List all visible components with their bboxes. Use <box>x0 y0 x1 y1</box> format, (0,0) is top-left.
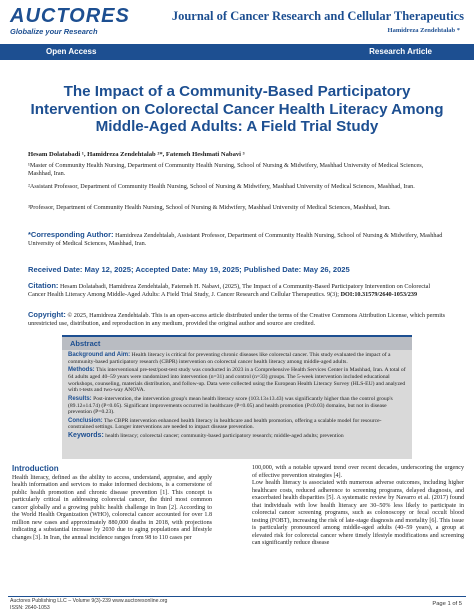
article-title: The Impact of a Community-Based Participatory Intervention on Colorectal Cancer Health Literacy Among Middle-Aged Adults: A Field Trial Study <box>30 83 444 135</box>
citation-label: Citation: <box>28 281 59 290</box>
methods-text: This interventional pre-test/post-test study was conducted in 2023 in a Comprehensive Health Services Center in Mashhad, Iran. A total of 64 adults aged 40–59 years were randomized into intervention (n=31) and control (n=33) groups. The 5-week intervention included educational workshops, counseling, materials distribution, and follow-up. Data were collected using the European Health Literacy Survey (HLS-EU) and analyzed with t-tests and two-way ANOVA. <box>68 367 406 394</box>
body-paragraph-right: 100,000, with a notable upward trend over recent decades, underscoring the urgency of effective prevention strategies [4]. Low health literacy is associated with numerous adverse outcomes, including higher healthcare costs, reduced adherence to screening programs, delayed diagnosis, and exacerbated health disparities [5]. A systematic review by Navarro et al. (2017) found that individuals with low health literacy are 30–50% less likely to participate in colorectal cancer screening programs, such as colonoscopy or fecal occult blood testing (FOBT), increasing the risk of late-stage diagnosis and mortality [6]. This issue is particularly pronounced among middle-aged adults (40–59 years), a group at elevated risk for colorectal cancer where timely lifestyle modifications and screening can significantly reduce disease <box>252 465 464 546</box>
conclusion-text: The CBPR intervention enhanced health literacy in healthcare and health promotion, offering a scalable model for resource-constrained settings. Longer interventions are needed to impact disease prevention. <box>68 417 382 431</box>
article-dates: Received Date: May 12, 2025; Accepted Date: May 19, 2025; Published Date: May 26, 2025 <box>28 265 350 274</box>
abstract-conclusion <box>68 418 406 432</box>
article-type-badge: Research Article <box>369 47 432 56</box>
abstract-methods <box>68 367 406 394</box>
abstract-results <box>68 396 406 416</box>
introduction-paragraph: Health literacy, defined as the ability to access, understand, appraise, and apply health information and services to make informed decisions, is a cornerstone of public health promotion and chronic disease prevention [1]. This concept is particularly critical in addressing colorectal cancer, the third most common cancer globally and a growing public health challenge in Iran [2]. According to the World Health Organization (WHO), colorectal cancer accounted for over 1.8 million new cases and approximately 880,000 deaths in 2018, with projections indicating a substantial increase by 2030 due to aging populations and lifestyle changes [3]. In Iran, the annual incidence ranges from 98 to 110 cases per <box>12 474 212 541</box>
keywords-label: Keywords: <box>68 431 104 439</box>
logo-text: AUCTORES <box>10 5 130 27</box>
corresponding-label: *Corresponding Author: <box>28 230 114 239</box>
footer-divider <box>8 596 466 597</box>
journal-title: Journal of Cancer Research and Cellular Therapeutics <box>171 9 464 23</box>
footer-publisher <box>10 598 167 611</box>
citation-block <box>28 282 448 298</box>
logo-tagline: Globalize your Research <box>10 27 98 36</box>
keywords-text: health literacy; colorectal cancer; community-based participatory research; middle-aged adults; prevention <box>105 432 344 439</box>
affiliation-1: ¹Master of Community Health Nursing, Department of Community Health Nursing, School of Nursing & Midwifery, Mashhad University of Medical Sciences, Mashhad, Iran. <box>28 162 424 177</box>
corresponding-text: Hamidreza Zendehtalab, Assistant Professor, Department of Community Health Nursing, School of Nursing & Midwifery, Mashhad University of Medical Sciences, Mashhad, Iran. <box>28 232 443 247</box>
background-text: Health literacy is critical for preventing chronic diseases like colorectal cancer. This study evaluated the impact of a community-based participatory research (CBPR) intervention on colorectal cancer health literacy among middle-aged adults. <box>68 352 391 365</box>
running-author: Hamidreza Zendehtalab * <box>387 27 460 34</box>
corresponding-author <box>28 231 448 248</box>
copyright-text: © 2025, Hamidreza Zendehtalab. This is an open-access article distributed under the terms of the Creative Commons Attribution License, which permits unrestricted use, distribution, and reproduction in any medium, provided the original author and source are credited. <box>28 312 446 327</box>
copyright-block <box>28 311 448 327</box>
results-text: Post-intervention, the intervention group's mean health literacy score (103.13±13.43) was significantly higher than the control group's (89.12±14.74) (P<0.05). Significant improvements occurred in healthcare (P<0.05) and health promotion (P≤0.03) domains, but not in disease prevention (P=0.23). <box>68 395 393 416</box>
conclusion-label: Conclusion: <box>68 417 103 424</box>
abstract-body <box>62 350 412 440</box>
citation-doi[interactable]: DOI:10.31579/2640-1053/239 <box>340 290 418 298</box>
abstract-background <box>68 352 406 366</box>
body-column-right <box>252 465 464 548</box>
page-number: Page 1 of 5 <box>432 601 462 607</box>
introduction-heading: Introduction <box>12 464 59 473</box>
background-label: Background and Aim: <box>68 352 131 358</box>
affiliation-3: ³Professor, Department of Community Health Nursing, School of Nursing & Midwifery, Mashhad University of Medical Sciences, Mashhad, Iran. <box>28 204 391 211</box>
author-list: Hesam Dolatabadi ¹, Hamidreza Zendehtalab ²*, Fatemeh Heshmati Nabavi ³ <box>28 151 245 158</box>
footer-issn: ISSN: 2640-1053 <box>10 604 50 611</box>
copyright-label: Copyright: <box>28 310 66 319</box>
publisher-logo <box>10 5 130 36</box>
results-label: Results: <box>68 395 92 402</box>
methods-label: Methods: <box>68 367 95 374</box>
body-column-left <box>12 465 212 542</box>
open-access-badge: Open Access <box>40 45 102 58</box>
affiliation-2: ²Assistant Professor, Department of Community Health Nursing, School of Nursing & Midwifery, Mashhad University of Medical Sciences, Mashhad, Iran. <box>28 183 415 190</box>
abstract-keywords <box>68 433 406 440</box>
footer-publisher-line: Auctores Publishing LLC – Volume 9(3)-239 www.auctoresonline.org <box>10 598 168 604</box>
citation-text: Hesam Dolatabadi, Hamidreza Zendehtalab, Fatemeh H. Nabavi, (2025), The Impact of a Community-Based Participatory Intervention on Colorectal Cancer Health Literacy Among Middle-Aged Adults: A Field Trial Study, J. Cancer Research and Cellular Therapeutics. 9(3); <box>28 283 431 298</box>
abstract-heading: Abstract <box>62 337 412 350</box>
abstract-box <box>62 335 412 459</box>
